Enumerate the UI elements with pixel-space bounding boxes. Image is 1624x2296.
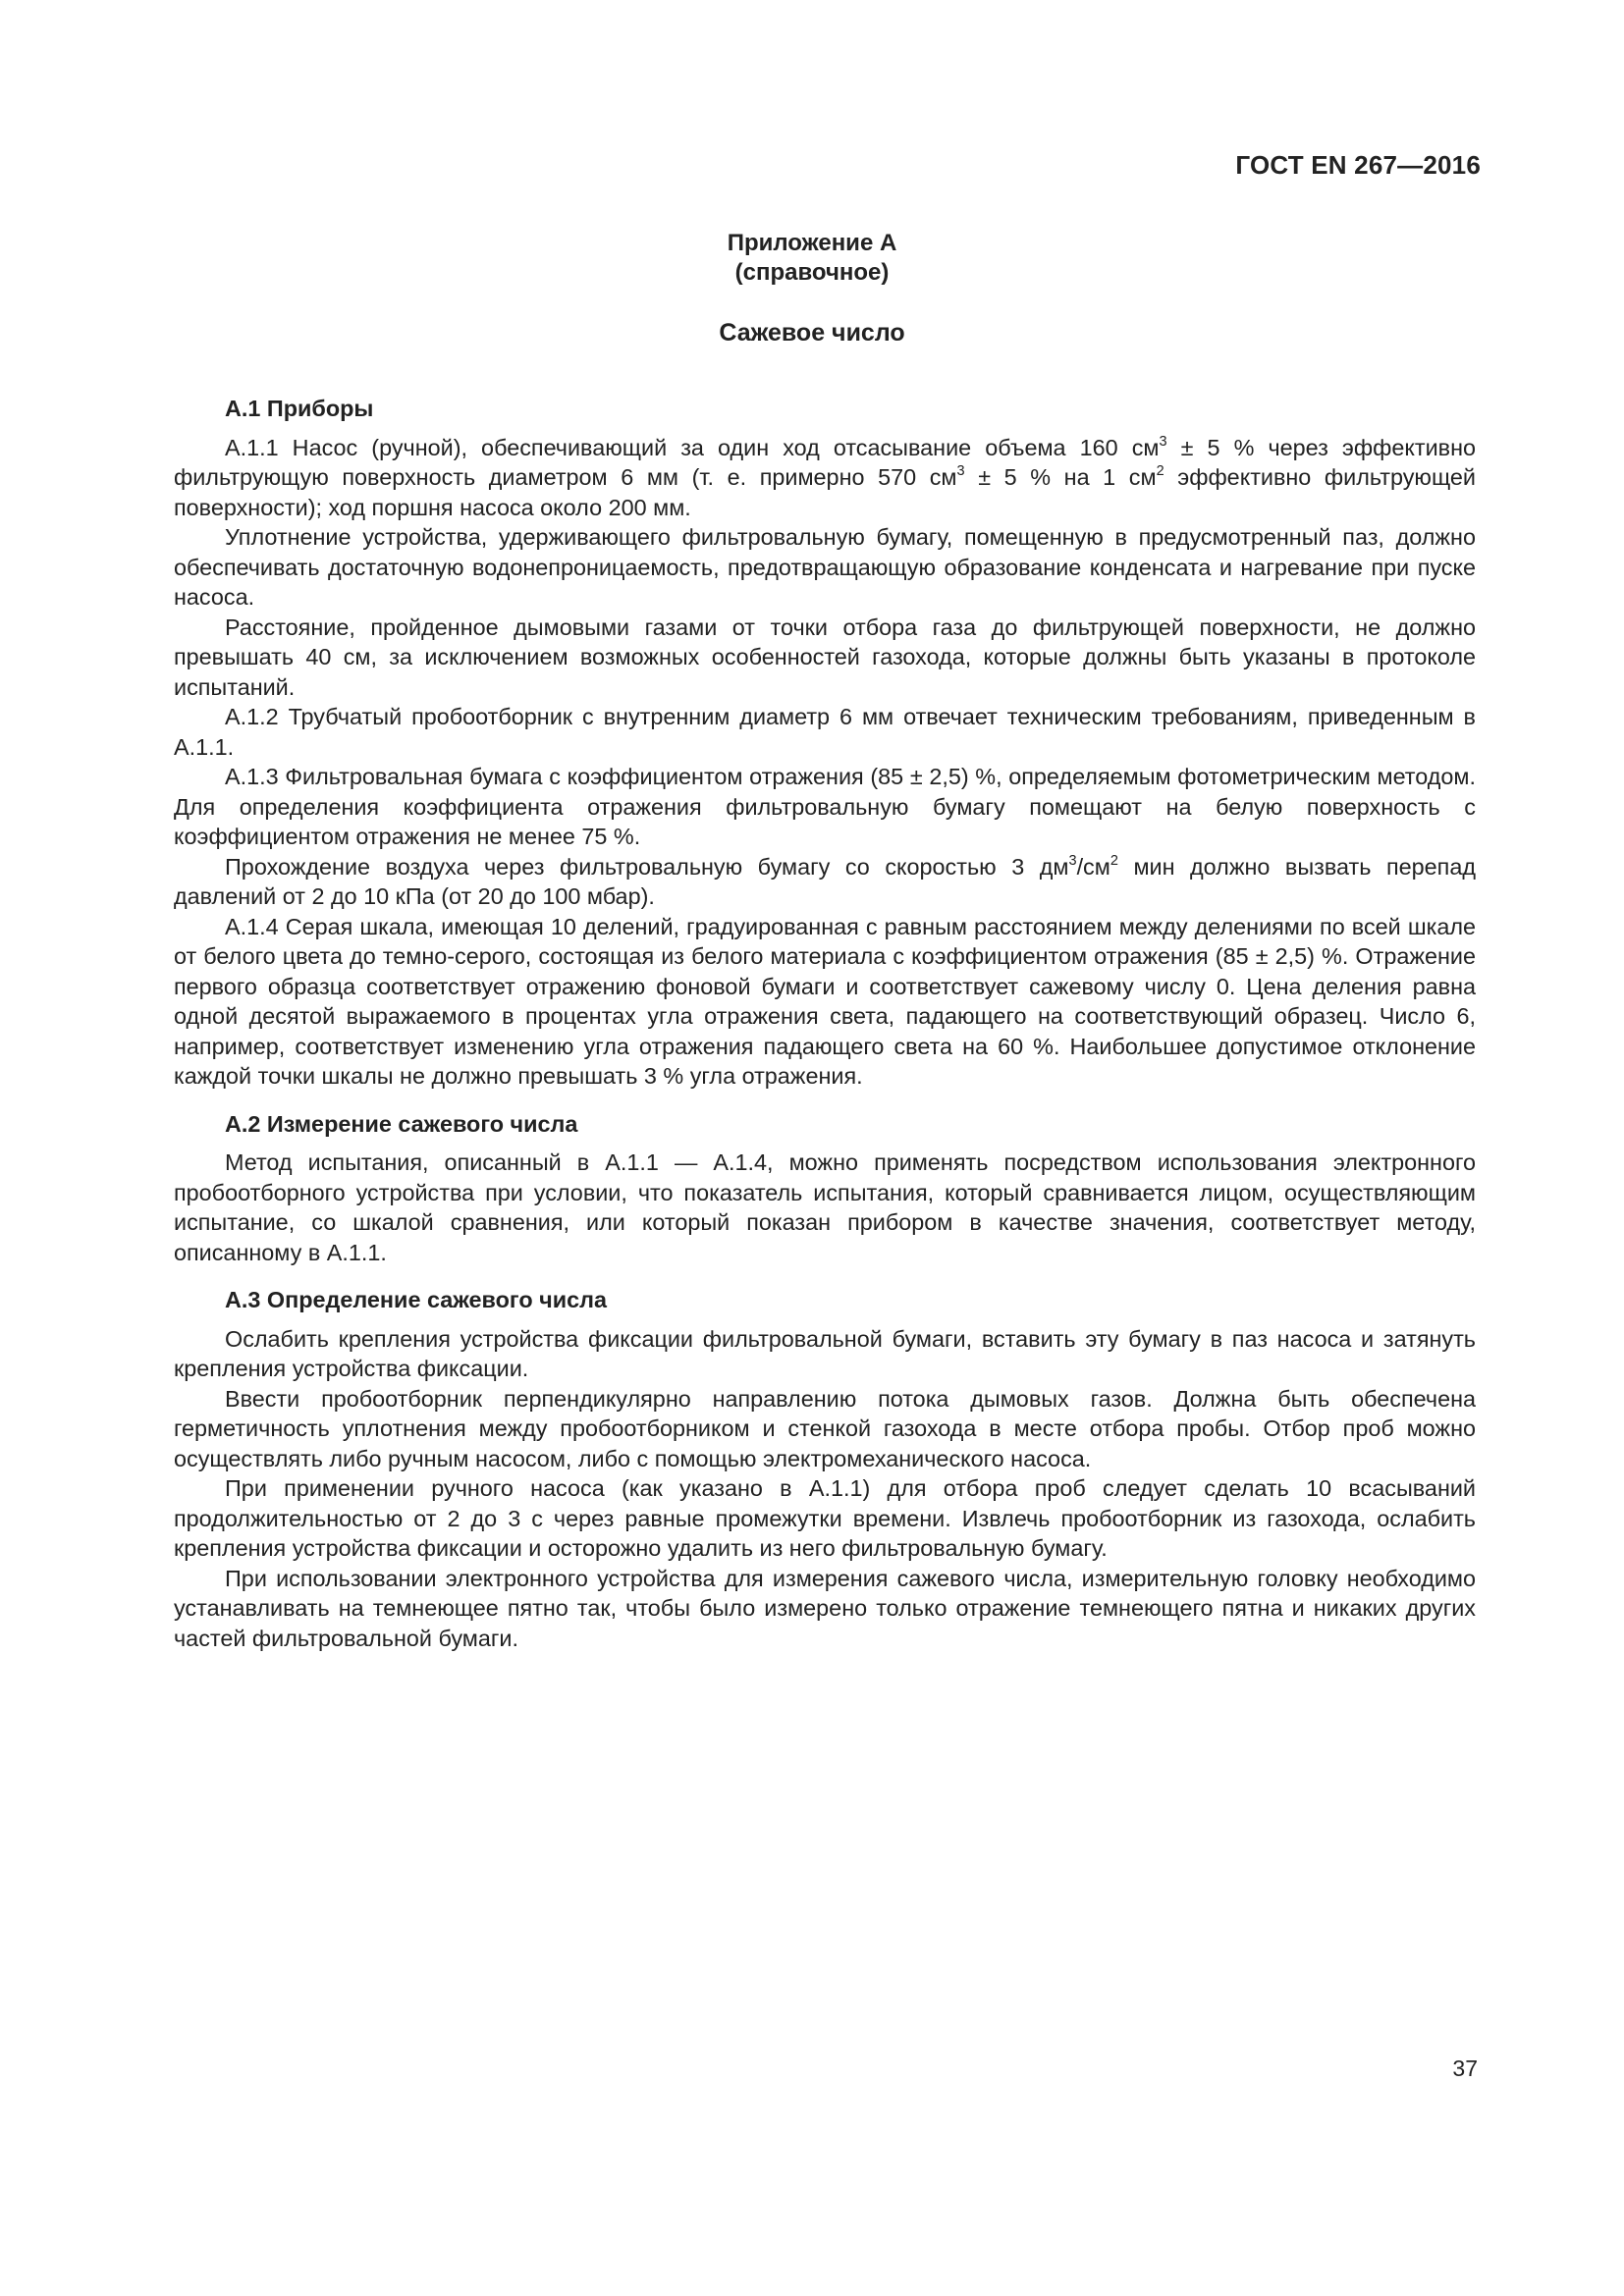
- document-code: ГОСТ EN 267—2016: [1235, 150, 1481, 180]
- section-heading: А.3 Определение сажевого числа: [225, 1287, 607, 1312]
- text-run: При использовании электронного устройства для измерения сажевого числа, измерительную головку необходимо устанавливать на темнеющее пятно так, чтобы было измерено только отражение темнеющего пятна и никаких других частей фильтровальной бумаги.: [174, 1565, 1476, 1651]
- section-heading: А.1 Приборы: [225, 396, 374, 421]
- superscript: 3: [956, 462, 965, 479]
- paragraph: [174, 1564, 1476, 1654]
- superscript: 2: [1110, 852, 1118, 869]
- section-heading: А.2 Измерение сажевого числа: [225, 1110, 578, 1137]
- text-run: мин должно вызвать перепад давлений от 2 до 10 кПа (от 20 до 100 мбар).: [174, 853, 1476, 909]
- section-a3: [174, 1285, 1476, 1653]
- page-number: 37: [1452, 2056, 1478, 2081]
- text-run: эффективно фильтрующей поверхности); ход поршня насоса около 200 мм.: [174, 464, 1476, 520]
- text-run: ± 5 % через эффективно фильтрующую поверхность диаметром 6 мм (т. е. примерно 570 см: [174, 434, 1476, 490]
- document-body: [174, 394, 1476, 1653]
- text-run: При применении ручного насоса (как указано в А.1.1) для отбора проб следует сделать 10 всасываний продолжительностью от 2 до 3 с через равные промежутки времени. Извлечь пробоотборник из газохода, ослабить крепления устройства фиксации и осторожно удалить из него фильтровальную бумагу.: [174, 1475, 1476, 1561]
- text-run: А.1.2 Трубчатый пробоотборник с внутренним диаметр 6 мм отвечает техническим требованиям, приведенным в А.1.1.: [174, 704, 1476, 760]
- text-run: Ослабить крепления устройства фиксации фильтровальной бумаги, вставить эту бумагу в паз насоса и затянуть крепления устройства фиксации.: [174, 1325, 1476, 1381]
- text-run: Метод испытания, описанный в А.1.1 — А.1.4, можно применять посредством использования электронного пробоотборного устройства при условии, что показатель испытания, который сравнивается лицом, осуществляющим испытание, со шкалой сравнения, или который показан прибором в качестве значения, соответствует методу, описанному в А.1.1.: [174, 1149, 1476, 1265]
- appendix-header: [0, 229, 1624, 288]
- text-run: А.1.1 Насос (ручной), обеспечивающий за один ход отсасывание объема 160 см: [225, 434, 1160, 460]
- paragraph: [174, 522, 1476, 613]
- text-run: Ввести пробоотборник перпендикулярно направлению потока дымовых газов. Должна быть обеспечена герметичность уплотнения между пробоотборником и стенкой газохода в месте отбора пробы. Отбор проб можно осуществлять либо ручным насосом, либо с помощью электромеханического насоса.: [174, 1385, 1476, 1471]
- text-run: Прохождение воздуха через фильтровальную бумагу со скоростью 3 дм: [225, 853, 1069, 880]
- paragraph: [174, 762, 1476, 852]
- paragraph: [174, 912, 1476, 1092]
- paragraph: [174, 613, 1476, 703]
- paragraph: [174, 702, 1476, 762]
- text-run: /см: [1076, 853, 1110, 880]
- text-run: А.1.3 Фильтровальная бумага с коэффициентом отражения (85 ± 2,5) %, определяемым фотометрическим методом. Для определения коэффициента отражения фильтровальную бумагу помещают на белую поверхность с коэффициентом отражения не менее 75 %.: [174, 764, 1476, 849]
- paragraph: [174, 1473, 1476, 1564]
- appendix-title: Сажевое число: [719, 319, 905, 347]
- paragraph: [174, 1384, 1476, 1474]
- paragraph: [174, 1148, 1476, 1267]
- text-run: Уплотнение устройства, удерживающего фильтровальную бумагу, помещенную в предусмотренный паз, должно обеспечивать достаточную водонепроницаемость, предотвращающую образование конденсата и нагревание при пуске насоса.: [174, 524, 1476, 610]
- paragraph: [174, 433, 1476, 523]
- section-a1: [174, 394, 1476, 1092]
- section-a2: [174, 1109, 1476, 1268]
- paragraph: [174, 852, 1476, 912]
- superscript: 2: [1156, 462, 1164, 479]
- superscript: 3: [1068, 852, 1077, 869]
- appendix-label: Приложение А: [727, 230, 897, 256]
- superscript: 3: [1159, 433, 1167, 450]
- text-run: А.1.4 Серая шкала, имеющая 10 делений, градуированная с равным расстоянием между делениями по всей шкале от белого цвета до темно-серого, состоящая из белого материала с коэффициентом отражения (85 ± 2,5) %. Отражение первого образца соответствует отражению фоновой бумаги и соответствует сажевому числу 0. Цена деления равна одной десятой выражаемого в процентах угла отражения света, падающего на соответствующий образец. Число 6, например, соответствует изменению угла отражения падающего света на 60 %. Наибольшее допустимое отклонение каждой точки шкалы не должно превышать 3 % угла отражения.: [174, 913, 1476, 1089]
- text-run: ± 5 % на 1 см: [964, 464, 1157, 490]
- appendix-type: (справочное): [734, 259, 890, 286]
- paragraph: [174, 1324, 1476, 1384]
- text-run: Расстояние, пройденное дымовыми газами от точки отбора газа до фильтрующей поверхности, не должно превышать 40 см, за исключением возможных особенностей газохода, которые должны быть указаны в протоколе испытаний.: [174, 614, 1476, 700]
